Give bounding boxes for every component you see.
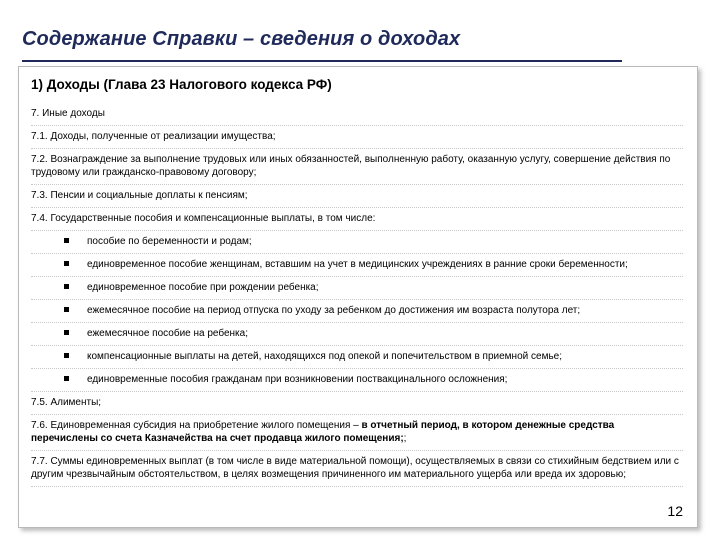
title-underline: [22, 60, 622, 62]
square-bullet-icon: [64, 238, 69, 243]
list-item-subsidy: [31, 419, 683, 451]
subsidy-emphasis: в отчетный период, в котором денежные средства перечислены со счета Казначейства на счет продавца жилого помещения;: [31, 420, 615, 444]
bullet-text: единовременные пособия гражданам при возникновении поствакцинального осложнения;: [87, 374, 508, 385]
square-bullet-icon: [64, 376, 69, 381]
bullet-item: [31, 350, 683, 369]
slide-title: Содержание Справки – сведения о доходах: [22, 28, 461, 50]
bullet-item: [31, 373, 683, 392]
section-heading: 1) Доходы (Глава 23 Налогового кодекса РФ): [31, 77, 332, 92]
square-bullet-icon: [64, 307, 69, 312]
square-bullet-icon: [64, 353, 69, 358]
list-item: 7.5. Алименты;: [31, 396, 683, 415]
square-bullet-icon: [64, 261, 69, 266]
bullet-text: единовременное пособие при рождении ребенка;: [87, 282, 319, 293]
bullet-item: [31, 281, 683, 300]
bullet-item: [31, 235, 683, 254]
list-item: 7. Иные доходы: [31, 107, 683, 126]
bullet-text: ежемесячное пособие на период отпуска по уходу за ребенком до достижения им возраста полутора лет;: [87, 305, 581, 316]
income-list: [31, 107, 683, 491]
square-bullet-icon: [64, 330, 69, 335]
page-number: 12: [667, 503, 683, 519]
bullet-text: компенсационные выплаты на детей, находящихся под опекой и попечительством в приемной семье;: [87, 351, 562, 362]
bullet-item: [31, 327, 683, 346]
bullet-text: единовременное пособие женщинам, вставшим на учет в медицинских учреждениях в ранние сроки беременности;: [87, 259, 628, 270]
list-item: 7.2. Вознаграждение за выполнение трудовых или иных обязанностей, выполненную работу, оказанную услугу, совершение действия по трудовому или гражданско-правовому договору;: [31, 153, 683, 185]
subsidy-tail: ;: [403, 433, 407, 444]
list-item: 7.3. Пенсии и социальные доплаты к пенсиям;: [31, 189, 683, 208]
list-item: 7.7. Суммы единовременных выплат (в том числе в виде материальной помощи), осуществляемых в связи со стихийным бедствием или с другим чрезвычайным обстоятельством, в целях возмещения причиненного им материального ущерба или вреда их здоровью;: [31, 455, 683, 487]
subsidy-text: 7.6. Единовременная субсидия на приобретение жилого помещения –: [31, 420, 362, 431]
bullet-text: ежемесячное пособие на ребенка;: [87, 328, 248, 339]
content-card: [18, 66, 698, 528]
list-item: 7.1. Доходы, полученные от реализации имущества;: [31, 130, 683, 149]
list-item: 7.4. Государственные пособия и компенсационные выплаты, в том числе:: [31, 212, 683, 231]
bullet-item: [31, 304, 683, 323]
bullet-text: пособие по беременности и родам;: [87, 236, 252, 247]
bullet-item: [31, 258, 683, 277]
square-bullet-icon: [64, 284, 69, 289]
